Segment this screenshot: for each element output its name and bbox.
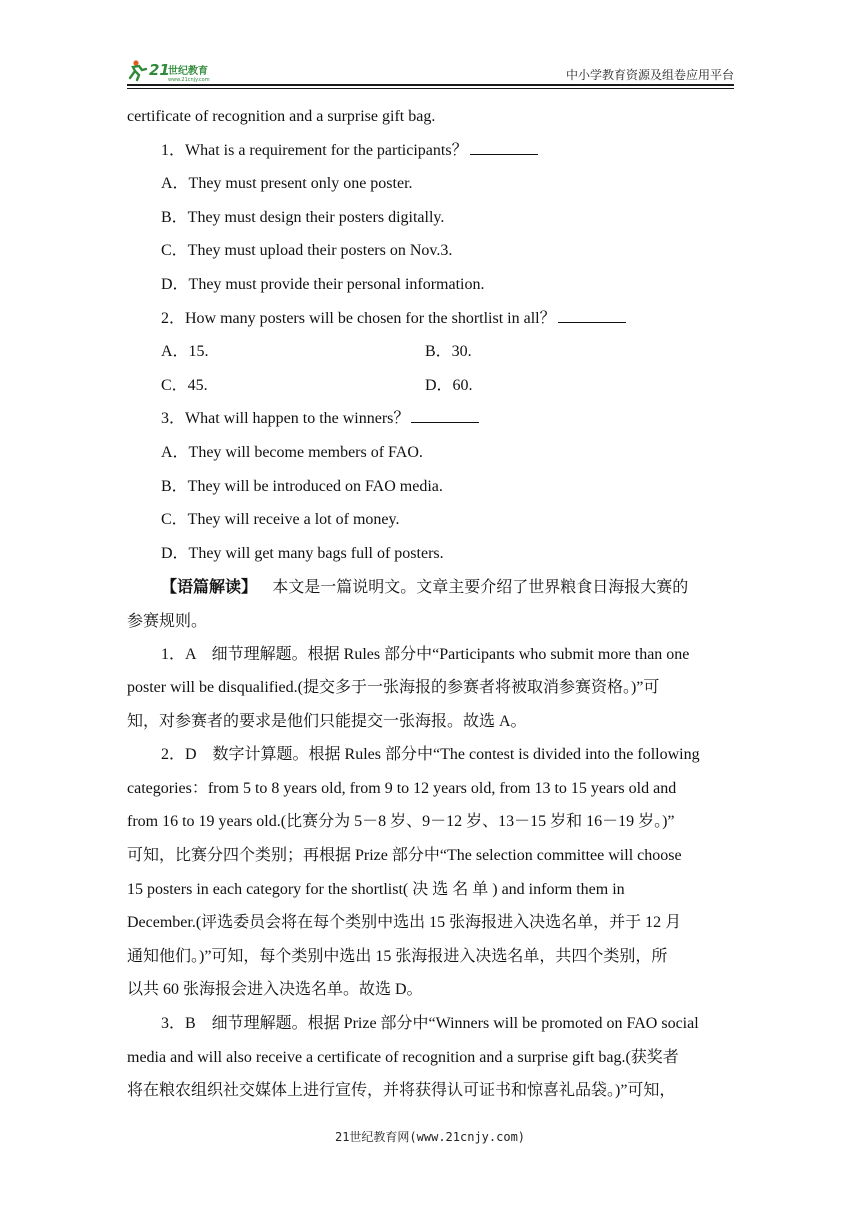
site-logo	[127, 58, 227, 82]
answer-2-line-1: 2．D 数字计算题。根据 Rules 部分中“The contest is divided into the following	[161, 746, 700, 764]
answer-3-line-1: 3．B 细节理解题。根据 Prize 部分中“Winners will be promoted on FAO social	[161, 1015, 699, 1033]
question-1	[127, 134, 734, 168]
analysis-heading	[127, 570, 734, 604]
page-footer: 21世纪教育网(www.21cnjy.com)	[334, 1130, 526, 1144]
answer-1-line-3: 知，对参赛者的要求是他们只能提交一张海报。故选 A。	[127, 712, 527, 730]
answer-2-line-7: 通知他们。)”可知，每个类别中选出 15 张海报进入决选名单，共四个类别，所	[127, 947, 668, 965]
svg-text:21: 21	[149, 61, 170, 79]
svg-text:www.21cnjy.com: www.21cnjy.com	[168, 77, 210, 82]
analysis-text-2: 参赛规则。	[127, 610, 208, 630]
q2-option-d: D．60.	[425, 376, 473, 394]
question-3	[127, 402, 734, 436]
q2-option-a: A．15.	[161, 343, 209, 361]
answer-2-line-3: from 16 to 19 years old.(比赛分为 5－8 岁、9－12 岁、13－15 岁和 16－19 岁。)”	[127, 813, 675, 831]
answer-2-line-4: 可知，比赛分四个类别；再根据 Prize 部分中“The selection committee will choose	[127, 847, 682, 865]
header-rule	[127, 84, 734, 86]
question-1-text: 1．What is a requirement for the participants？	[161, 141, 468, 159]
page-header	[127, 56, 734, 86]
question-3-text: 3．What will happen to the winners？	[161, 410, 410, 428]
svg-text:世纪教育: 世纪教育	[168, 66, 208, 77]
q2-option-c: C．45.	[161, 376, 208, 394]
q1-option-d: D．They must provide their personal information.	[161, 275, 485, 293]
q2-option-b: B．30.	[425, 343, 472, 361]
answer-2-line-6: December.(评选委员会将在每个类别中选出 15 张海报进入决选名单，并于 12 月	[127, 914, 682, 932]
platform-title: 中小学教育资源及组卷应用平台	[565, 68, 734, 82]
q2-options-row-1	[127, 335, 734, 369]
answer-2-line-8: 以共 60 张海报会进入决选名单。故选 D。	[127, 981, 423, 999]
q3-option-c: C．They will receive a lot of money.	[161, 511, 400, 529]
answer-3-line-2: media and will also receive a certificate of recognition and a surprise gift bag.(获奖者	[127, 1048, 679, 1066]
answer-blank	[558, 308, 626, 323]
q3-option-d: D．They will get many bags full of posters.	[161, 544, 444, 562]
answer-blank	[411, 408, 479, 423]
q2-options-row-2	[127, 369, 734, 403]
continued-text: certificate of recognition and a surprise gift bag.	[127, 108, 436, 125]
page-content	[127, 100, 734, 1108]
q1-option-c: C．They must upload their posters on Nov.3.	[161, 242, 453, 260]
answer-1-line-2: poster will be disqualified.(提交多于一张海报的参赛者将被取消参赛资格。)”可	[127, 679, 660, 697]
q1-option-a: A．They must present only one poster.	[161, 175, 413, 193]
answer-1-line-1: 1．A 细节理解题。根据 Rules 部分中“Participants who submit more than one	[161, 645, 690, 663]
answer-blank	[470, 140, 538, 155]
question-2	[127, 302, 734, 336]
q3-option-a: A．They will become members of FAO.	[161, 443, 423, 461]
header-rule-thin	[127, 88, 734, 89]
answer-2-line-2: categories：from 5 to 8 years old, from 9 to 12 years old, from 13 to 15 years old and	[127, 779, 677, 797]
q3-option-b: B．They will be introduced on FAO media.	[161, 477, 443, 495]
analysis-label: 【语篇解读】	[161, 577, 258, 597]
question-2-text: 2．How many posters will be chosen for the shortlist in all？	[161, 309, 556, 327]
analysis-text: 本文是一篇说明文。文章主要介绍了世界粮食日海报大赛的	[272, 577, 689, 597]
answer-2-line-5: 15 posters in each category for the shortlist( 决 选 名 单 ) and inform them in	[127, 880, 625, 898]
q1-option-b: B．They must design their posters digitally.	[161, 208, 445, 226]
answer-3-line-3: 将在粮农组织社交媒体上进行宣传，并将获得认可证书和惊喜礼品袋。)”可知，	[127, 1082, 676, 1100]
